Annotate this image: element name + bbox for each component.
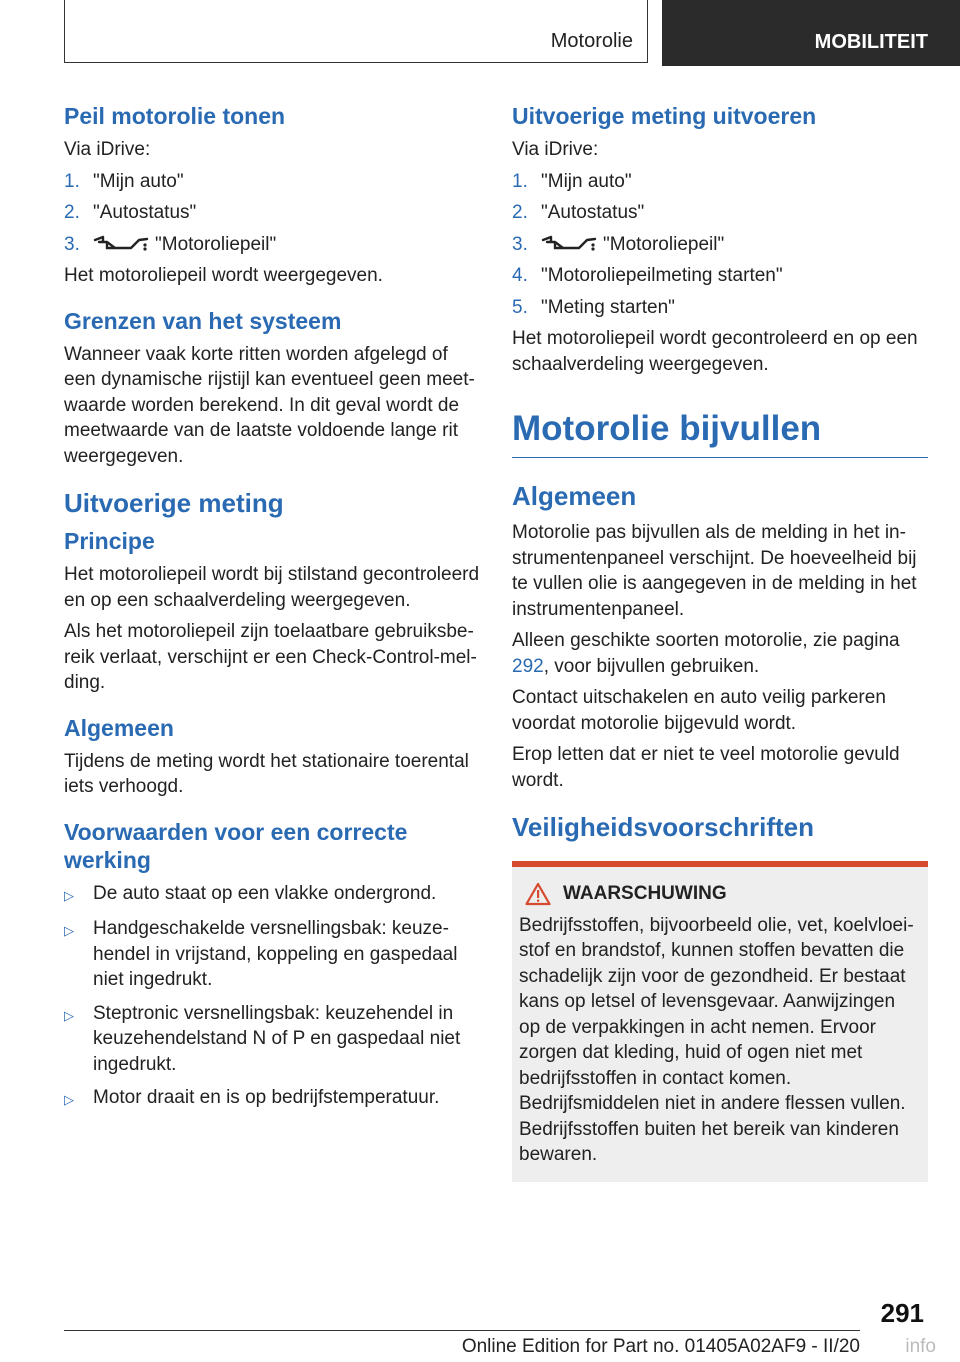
triangle-bullet-icon: ▷ (64, 887, 74, 903)
list-item: 3. "Motoroliepeil" (64, 233, 277, 255)
page-header (0, 0, 960, 66)
heading-uitvoeren: Uitvoerige meting uitvoeren (512, 103, 817, 129)
warning-title: WAARSCHUWING (563, 883, 727, 904)
paragraph: Tijdens de meting wordt het stationaire toerental iets verhoogd. (64, 750, 469, 797)
heading-peil: Peil motorolie tonen (64, 103, 286, 129)
triangle-bullet-icon: ▷ (64, 1007, 74, 1023)
paragraph: Het motoroliepeil wordt gecontroleerd en op een schaalverdeling weergegeven. (512, 328, 918, 375)
paragraph: Als het motoroliepeil zijn toelaatbare gebruiksbereik verlaat, verschijnt er een Check-Control-melding. (64, 621, 477, 693)
paragraph: Het motoroliepeil wordt weergegeven. (64, 265, 383, 286)
watermark: info (905, 1336, 936, 1357)
warning-text: Bedrijfsstoffen, bijvoorbeeld olie, vet, koelvloeistof en brandstof, kunnen stoffen bevatten die schadelijk zijn voor de gezondheid. Er bestaat kans op letsel of levensgevaar. Aanwijzingen op de verpakkingen in acht nemen. Ervoor zorgen dat kleding, huid of ogen niet met bedrijfsstoffen in contact komen. Bedrijfsmiddelen niet in andere flessen vullen. Bedrijfsstoffen buiten het bereik van kinderen bewaren. (519, 914, 914, 1165)
list-item: 5. "Meting starten" (512, 296, 675, 318)
steps-list (512, 169, 928, 321)
list-item: ▷ Motor draait en is op bedrijfstemperatuur. (64, 1085, 480, 1113)
warning-triangle-icon (525, 882, 551, 906)
list-item: 3. "Motoroliepeil" (512, 233, 725, 255)
edition-text: Online Edition for Part no. 01405A02AF9 - II/20 (461, 1336, 860, 1357)
heading-veiligheid: Veiligheidsvoorschriften (512, 812, 814, 842)
oil-can-icon (541, 234, 597, 252)
heading-algemeen: Algemeen (512, 481, 637, 511)
oil-can-icon (93, 234, 149, 252)
list-item: 1. "Mijn auto" (512, 170, 632, 192)
steps-list (64, 169, 480, 258)
triangle-bullet-icon: ▷ (64, 1092, 74, 1107)
heading-algemeen: Algemeen (64, 714, 174, 741)
list-item: 4. "Motoroliepeilmeting starten" (512, 265, 783, 286)
paragraph: Erop letten dat er niet te veel motorolie gevuld wordt. (512, 744, 900, 791)
list-item: 1. "Mijn auto" (64, 170, 184, 192)
page-link[interactable]: 292 (512, 655, 544, 677)
warning-header (519, 881, 921, 907)
triangle-bullet-icon: ▷ (64, 923, 74, 938)
paragraph: Contact uitschakelen en auto veilig parkeren voordat motorolie bijgevuld wordt. (512, 687, 886, 734)
heading-voorwaarden: Voorwaarden voor een correcte werking (64, 818, 408, 873)
paragraph: Motorolie pas bijvullen als de melding in het instrumentenpaneel verschijnt. De hoeveelheid bij te vullen olie is aangegeven in de melding in het instrumentenpaneel. (512, 522, 917, 620)
heading-principe: Principe (64, 528, 155, 554)
page-number: 291 (880, 1298, 924, 1328)
list-item: 2. "Autostatus" (512, 202, 645, 223)
list-item: ▷ Handgeschakelde versnellingsbak: keuzehendel in vrijstand, koppeling en gaspedaal niet ingedrukt. (64, 916, 480, 993)
list-item: ▷ Steptronic versnellingsbak: keuzehendel in keuzehendelstand N of P en gaspedaal niet ingedrukt. (64, 1001, 480, 1078)
left-column (64, 102, 480, 1121)
list-item: 2. "Autostatus" (64, 202, 197, 223)
warning-box (512, 861, 928, 1182)
paragraph: Alleen geschikte soorten motorolie, zie pagina 292, voor bijvullen gebruiken. (512, 630, 900, 677)
section-title: Motorolie (550, 30, 633, 52)
section-tab (64, 0, 648, 63)
paragraph: Het motoroliepeil wordt bij stilstand gecontroleerd en op een schaalverdeling weergegeven. (64, 564, 480, 611)
via-idrive: Via iDrive: (512, 139, 599, 160)
via-idrive: Via iDrive: (64, 139, 151, 160)
conditions-list (64, 881, 480, 1113)
list-item: ▷ De auto staat op een vlakke ondergrond. (64, 881, 480, 909)
footer-divider (64, 1330, 860, 1331)
chapter-title: MOBILITEIT (814, 31, 928, 53)
chapter-tab (662, 0, 960, 66)
heading-motorolie-bijvullen: Motorolie bijvullen (512, 407, 928, 458)
paragraph: Wanneer vaak korte ritten worden afgelegd of een dynamische rijstijl kan eventueel geen meetwaarde worden berekend. In dit geval wordt de meetwaarde van de laatste voldoende lange rit weergegeven. (64, 343, 475, 467)
heading-grenzen: Grenzen van het systeem (64, 307, 342, 334)
heading-uitvoerige-meting: Uitvoerige meting (64, 488, 284, 518)
right-column (512, 102, 928, 1182)
